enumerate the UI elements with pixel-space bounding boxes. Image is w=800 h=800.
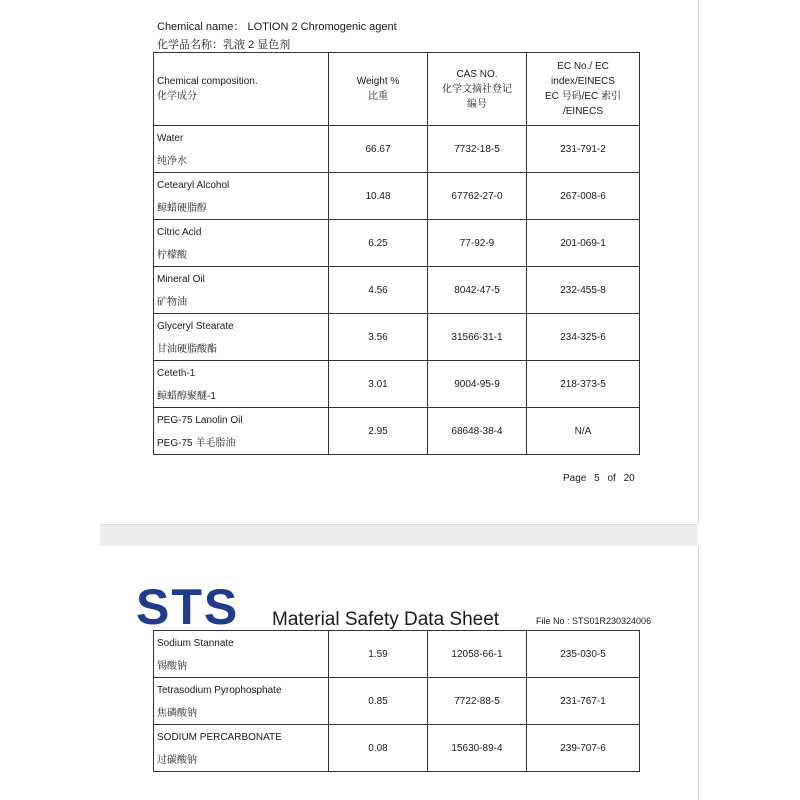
ec-number: 267-008-6 [527, 173, 640, 220]
ingredient-cell [154, 267, 329, 314]
cas-number: 7722-88-5 [428, 678, 527, 725]
weight-value: 6.25 [329, 220, 428, 267]
page-separator [100, 524, 698, 548]
header-cas-en: CAS NO. [456, 68, 498, 80]
weight-value: 10.48 [329, 173, 428, 220]
ingredient-name: Sodium Stannate [157, 637, 234, 649]
ec-number: N/A [527, 408, 640, 455]
header-composition-en: Chemical composition. [157, 76, 258, 87]
ingredient-name-cn: 焦磷酸钠 [157, 707, 197, 719]
table-row [154, 126, 640, 173]
ec-number: 231-791-2 [527, 126, 640, 173]
ingredient-name-cn: 过碳酸钠 [157, 754, 197, 766]
table-row [154, 725, 640, 772]
table-row [154, 173, 640, 220]
table-header-row [154, 53, 640, 126]
ingredient-name: Tetrasodium Pyrophosphate [157, 684, 282, 696]
weight-value: 3.56 [329, 314, 428, 361]
header-ec-2: index/EINECS [551, 76, 615, 87]
weight-value: 4.56 [329, 267, 428, 314]
ingredient-cell [154, 631, 329, 678]
header-cas [428, 53, 527, 126]
ingredient-cell [154, 126, 329, 173]
header-ec [527, 53, 640, 126]
composition-table-bottom [153, 630, 640, 772]
chemical-name-cn: 化学品名称：乳液 2 显色剂 [157, 39, 291, 51]
ec-number: 201-069-1 [527, 220, 640, 267]
weight-value: 1.59 [329, 631, 428, 678]
header-ec-1: EC No./ EC [557, 61, 609, 72]
table-row [154, 361, 640, 408]
ec-number: 231-767-1 [527, 678, 640, 725]
table-row [154, 678, 640, 725]
header-ec-3: EC 号码/EC 索引 [544, 91, 622, 102]
ingredient-name: Citric Acid [157, 226, 202, 238]
cas-number: 77-92-9 [428, 220, 527, 267]
ingredient-cell [154, 678, 329, 725]
file-number: File No : STS01R230324006 [536, 616, 652, 626]
cas-number: 31566-31-1 [428, 314, 527, 361]
ingredient-cell [154, 314, 329, 361]
header-weight [329, 53, 428, 126]
chemical-name: Chemical name： LOTION 2 Chromogenic agent [157, 21, 397, 33]
ingredient-name-cn: 甘油硬脂酸酯 [157, 343, 217, 355]
table-row [154, 314, 640, 361]
weight-value: 66.67 [329, 126, 428, 173]
table-row [154, 220, 640, 267]
ingredient-name-cn: PEG-75 羊毛脂油 [157, 437, 236, 449]
ingredient-name-cn: 纯净水 [157, 155, 187, 167]
sheet-title: Material Safety Data Sheet [272, 609, 500, 630]
ec-number: 239-707-6 [527, 725, 640, 772]
cas-number: 8042-47-5 [428, 267, 527, 314]
ingredient-name: SODIUM PERCARBONATE [157, 731, 282, 743]
header-weight-en: Weight % [356, 76, 400, 87]
table-row [154, 631, 640, 678]
ingredient-name-cn: 鲸蜡硬脂醇 [157, 202, 207, 214]
ingredient-cell [154, 173, 329, 220]
ingredient-name: PEG-75 Lanolin Oil [157, 414, 243, 426]
header-cas-cn-1: 化学文摘社登记 [442, 83, 512, 95]
header-composition [154, 53, 329, 126]
cas-number: 67762-27-0 [428, 173, 527, 220]
ingredient-name: Cetearyl Alcohol [157, 179, 230, 191]
composition-table-top [153, 52, 640, 455]
cas-number: 68648-38-4 [428, 408, 527, 455]
sts-logo: STS [136, 579, 240, 635]
ingredient-name-cn: 柠檬酸 [157, 249, 187, 261]
weight-value: 0.08 [329, 725, 428, 772]
ec-number: 218-373-5 [527, 361, 640, 408]
cas-number: 9004-95-9 [428, 361, 527, 408]
ingredient-cell [154, 361, 329, 408]
ec-number: 235-030-5 [527, 631, 640, 678]
ec-number: 232-455-8 [527, 267, 640, 314]
header-composition-cn: 化学成分 [157, 91, 197, 102]
weight-value: 3.01 [329, 361, 428, 408]
page-number: Page 5 of 20 [563, 473, 635, 484]
cas-number: 12058-66-1 [428, 631, 527, 678]
ingredient-name-cn: 鲸蜡醇聚醚-1 [157, 390, 216, 402]
ec-number: 234-325-6 [527, 314, 640, 361]
ingredient-name-cn: 矿物油 [157, 296, 187, 308]
ingredient-cell [154, 220, 329, 267]
weight-value: 0.85 [329, 678, 428, 725]
header-cas-cn-2: 编号 [467, 98, 487, 110]
cas-number: 7732-18-5 [428, 126, 527, 173]
ingredient-cell [154, 725, 329, 772]
ingredient-name: Water [157, 132, 184, 144]
ingredient-name: Glyceryl Stearate [157, 320, 234, 332]
header-weight-cn: 比重 [368, 91, 388, 102]
table-row [154, 408, 640, 455]
ingredient-cell [154, 408, 329, 455]
table-row [154, 267, 640, 314]
ingredient-name-cn: 锡酸钠 [157, 660, 187, 672]
ingredient-name: Ceteth-1 [157, 367, 196, 379]
cas-number: 15630-89-4 [428, 725, 527, 772]
ingredient-name: Mineral Oil [157, 273, 205, 285]
header-ec-4: /EINECS [562, 106, 603, 117]
weight-value: 2.95 [329, 408, 428, 455]
